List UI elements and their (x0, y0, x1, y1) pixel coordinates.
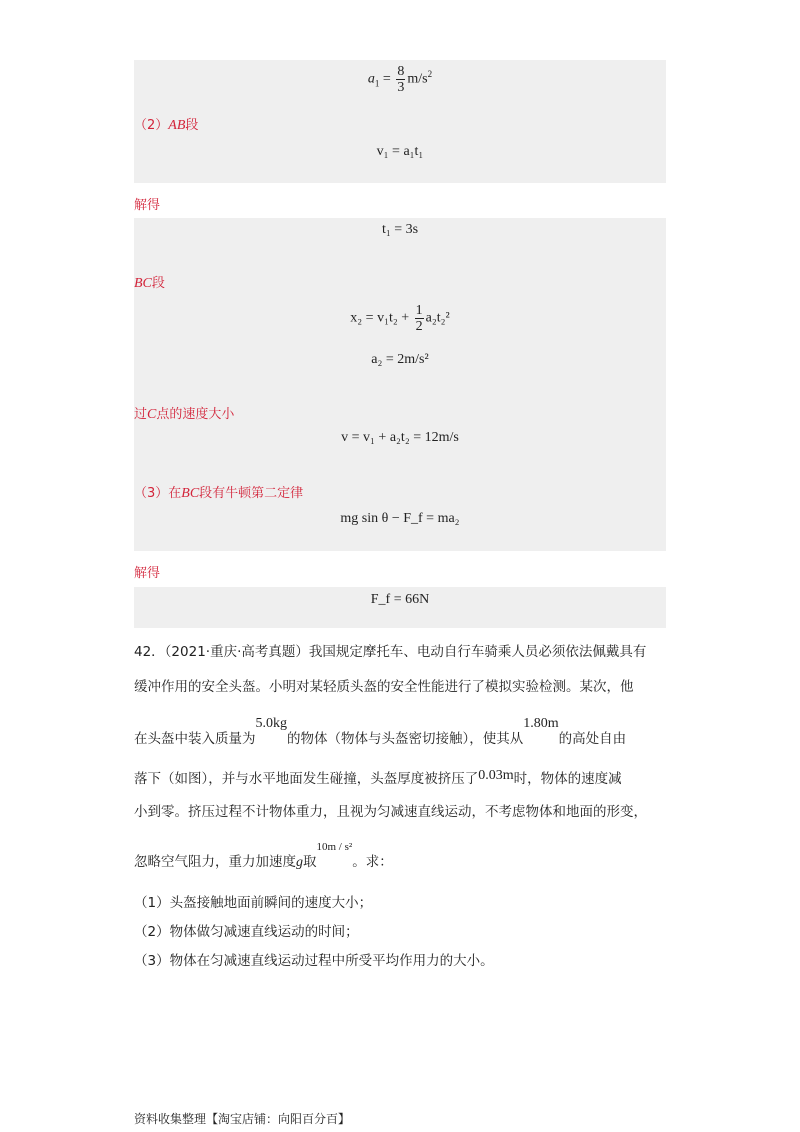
equation-a2: a₂ = 2m/s² (371, 352, 429, 367)
problem-line-3: 在头盔中装入质量为5.0kg的物体（物体与头盔密切接触），使其从1.80m的高处自由 (134, 716, 627, 747)
height-value: 1.80m (523, 716, 559, 731)
fraction-1-2: $\frac{1}{2}$ (415, 303, 423, 334)
equation-newton: mg sin θ − F_f = ma₂ (340, 511, 460, 526)
question-2: （2）物体做匀减速直线运动的时间； (134, 924, 359, 940)
fraction-8-3: $\frac{8}{3}$ (397, 64, 405, 95)
problem-line-4: 落下（如图），并与水平地面发生碰撞，头盔厚度被挤压了0.03m时，物体的速度减 (134, 768, 622, 787)
equation-Ff: F_f = 66N (370, 592, 430, 607)
question-1: （1）头盔接触地面前瞬间的速度大小； (134, 895, 373, 911)
part3-heading: （3）在BC段有牛顿第二定律 (134, 486, 304, 501)
mass-value: 5.0kg (255, 716, 287, 731)
compression-value: 0.03m (478, 768, 514, 783)
equation-t1: t₁ = 3s (381, 222, 419, 237)
bc-heading: BC段 (134, 276, 165, 291)
equation-x2: x₂ = v₁t₂ + $\frac{1}{2}$ a₂t₂² (350, 303, 450, 334)
question-3: （3）物体在匀减速直线运动过程中所受平均作用力的大小。 (134, 953, 494, 969)
problem-line-2: 缓冲作用的安全头盔。小明对某轻质头盔的安全性能进行了模拟实验检测。某次，他 (134, 679, 634, 695)
gravity-value: 10m / s² (316, 841, 353, 853)
problem-line-6: 忽略空气阻力，重力加速度g取10m / s²。求： (134, 841, 393, 870)
equation-a1: $a_1$ = $\frac{8}{3}$ $m/s^2$ (367, 64, 433, 95)
jiede-label-1: 解得 (134, 198, 161, 213)
equation-v1: v₁ = a₁t₁ (376, 144, 424, 159)
passC-heading: 过C点的速度大小 (134, 407, 235, 422)
jiede-label-2: 解得 (134, 566, 161, 581)
problem-line-1: 42．（2021·重庆·高考真题）我国规定摩托车、电动自行车骑乘人员必须依法佩戴具有 (134, 644, 647, 660)
part2-heading: （2）AB段 (134, 118, 199, 133)
problem-line-5: 小到零。挤压过程不计物体重力，且视为匀减速直线运动，不考虑物体和地面的形变， (134, 804, 647, 820)
footer-source: 资料收集整理【淘宝店铺：向阳百分百】 (134, 1112, 351, 1126)
equation-v: v = v₁ + a₂t₂ = 12m/s (341, 430, 459, 445)
